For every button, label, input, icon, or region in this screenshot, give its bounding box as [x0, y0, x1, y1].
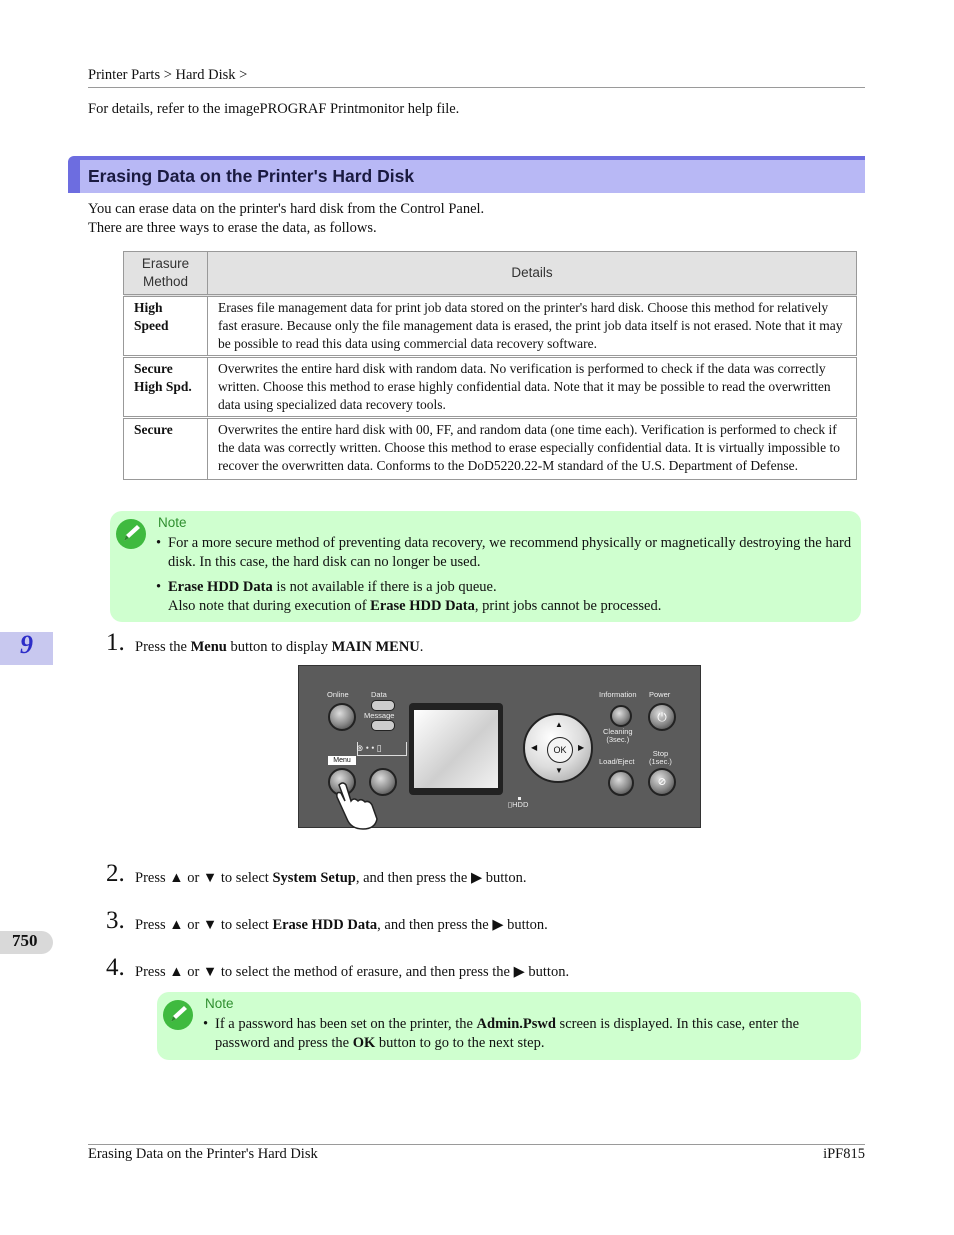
note-bullet-text: For a more secure method of preventing data recovery, we recommend physically or magnetically destroying the hard disk. In this case, the hard disk can no longer be used.	[168, 535, 852, 570]
step-text: Press ▲ or ▼ to select the method of erasure, and then press the ▶ button.	[135, 964, 570, 980]
step-number: 3.	[106, 907, 125, 934]
note-text: , print jobs cannot be processed.	[474, 597, 662, 614]
details-cell: Overwrites the entire hard disk with 00, FF, and random data (one time each). Verification is performed to check if the data was correctly written. Choose this method to erase especially confidential data. It is virtually impossible to recover the overwritten data. Conforms to the DoD5220.22-M standard of the U.S. Department of Defense.	[208, 418, 857, 480]
paragraph-2: There are three ways to erase the data, as follows.	[88, 220, 377, 236]
note-bold: Erase HDD Data	[370, 597, 475, 614]
table-header-row	[124, 252, 857, 296]
arrow-keypad	[523, 713, 593, 783]
information-button	[610, 705, 632, 727]
lcd-frame	[409, 703, 503, 795]
data-lamp	[371, 700, 395, 711]
header-rule	[88, 87, 865, 88]
footer-rule	[88, 1144, 865, 1145]
control-panel-illustration	[298, 665, 701, 828]
power-icon: ⏻	[648, 703, 676, 731]
step-number: 4.	[106, 954, 125, 981]
intro-text: For details, refer to the imagePROGRAF Printmonitor help file.	[88, 101, 460, 117]
data-label: Data	[371, 690, 387, 699]
hdd-label: ▯HDD	[508, 800, 529, 809]
method-cell: High Speed	[124, 296, 208, 357]
footer-model: iPF815	[823, 1146, 865, 1162]
pencil-icon	[116, 519, 146, 549]
step-text: Press the Menu button to display MAIN MENU.	[135, 639, 424, 655]
page-number: 750	[12, 931, 38, 950]
right-triangle-icon: ▶	[492, 917, 504, 933]
footer-title: Erasing Data on the Printer's Hard Disk	[88, 1146, 318, 1162]
power-label: Power	[649, 690, 671, 699]
down-arrow-icon: ▼	[555, 766, 563, 775]
right-triangle-icon: ▶	[513, 964, 525, 980]
nozzle-icon: ⊚ • • ▯	[356, 743, 382, 753]
stop-icon: ⊘	[648, 768, 676, 796]
note-label: Note	[158, 515, 187, 530]
method-cell: Secure High Spd.	[124, 357, 208, 418]
up-arrow-icon: ▲	[555, 720, 563, 729]
online-button	[328, 703, 356, 731]
note-box	[157, 992, 861, 1060]
chapter-number: 9	[20, 630, 33, 659]
stop-label: Stop (1sec.)	[649, 749, 672, 766]
details-cell: Erases file management data for print job data stored on the printer's hard disk. Choose this method for relatively fast erasure. Because only the file management data is erased, the print job data itself is not erased. Note that it may be possible to read this data using commercial data recovery software.	[208, 296, 857, 357]
paragraph-1: You can erase data on the printer's hard disk from the Control Panel.	[88, 201, 485, 217]
hand-pointer-icon	[333, 781, 387, 825]
step-text: Press ▲ or ▼ to select System Setup, and then press the ▶ button.	[135, 870, 527, 886]
details-cell: Overwrites the entire hard disk with random data. No verification is performed to check if the data was correctly written. Choose this method to erase highly confidential data. Note that it may be possible to read the overwritten data using specialized data recovery tools.	[208, 357, 857, 418]
note-box	[110, 511, 861, 622]
note-bullet: • If a password has been set on the printer, the Admin.Pswd screen is displayed. In this case, enter the password and press the OK button to go to the next step.	[203, 1016, 800, 1051]
step-number: 2.	[106, 860, 125, 887]
note-text: Also note that during execution of	[168, 597, 371, 614]
note-bullet: • For a more secure method of preventing data recovery, we recommend physically or magnetically destroying the hard disk. In this case, the hard disk can no longer be used.	[156, 534, 856, 571]
note-bold: Erase HDD Data	[168, 579, 273, 595]
message-label: Message	[364, 711, 395, 720]
table-row	[124, 357, 857, 418]
ok-button: OK	[547, 737, 573, 763]
left-arrow-icon: ◀	[531, 743, 538, 752]
table-row	[124, 296, 857, 357]
breadcrumb: Printer Parts > Hard Disk >	[88, 67, 248, 83]
load-eject-label: Load/Eject	[599, 757, 635, 766]
right-triangle-icon: ▶	[471, 870, 483, 886]
right-arrow-icon: ▶	[578, 743, 585, 752]
table-row	[124, 418, 857, 480]
lcd-screen	[414, 710, 498, 788]
note-label: Note	[205, 996, 234, 1011]
information-label: Information	[599, 690, 637, 699]
note-bullet: • Erase HDD Data is not available if there is a job queue. Also note that during execution of Erase HDD Data, print jobs cannot be processed.	[156, 579, 662, 614]
menu-label: Menu	[328, 756, 356, 765]
method-cell: Secure	[124, 418, 208, 480]
note-text: is not available if there is a job queue.	[272, 579, 497, 595]
table-header-details: Details	[208, 252, 857, 296]
step-number: 1.	[106, 629, 125, 656]
step-text: Press ▲ or ▼ to select Erase HDD Data, and then press the ▶ button.	[135, 917, 548, 933]
section-title: Erasing Data on the Printer's Hard Disk	[88, 166, 415, 186]
pencil-icon	[163, 1000, 193, 1030]
table-header-method: Erasure Method	[124, 252, 208, 296]
message-lamp	[371, 720, 395, 731]
load-eject-button	[608, 770, 634, 796]
erasure-methods-table	[123, 251, 857, 480]
cleaning-label: Cleaning (3sec.)	[603, 727, 633, 744]
online-label: Online	[327, 690, 349, 699]
